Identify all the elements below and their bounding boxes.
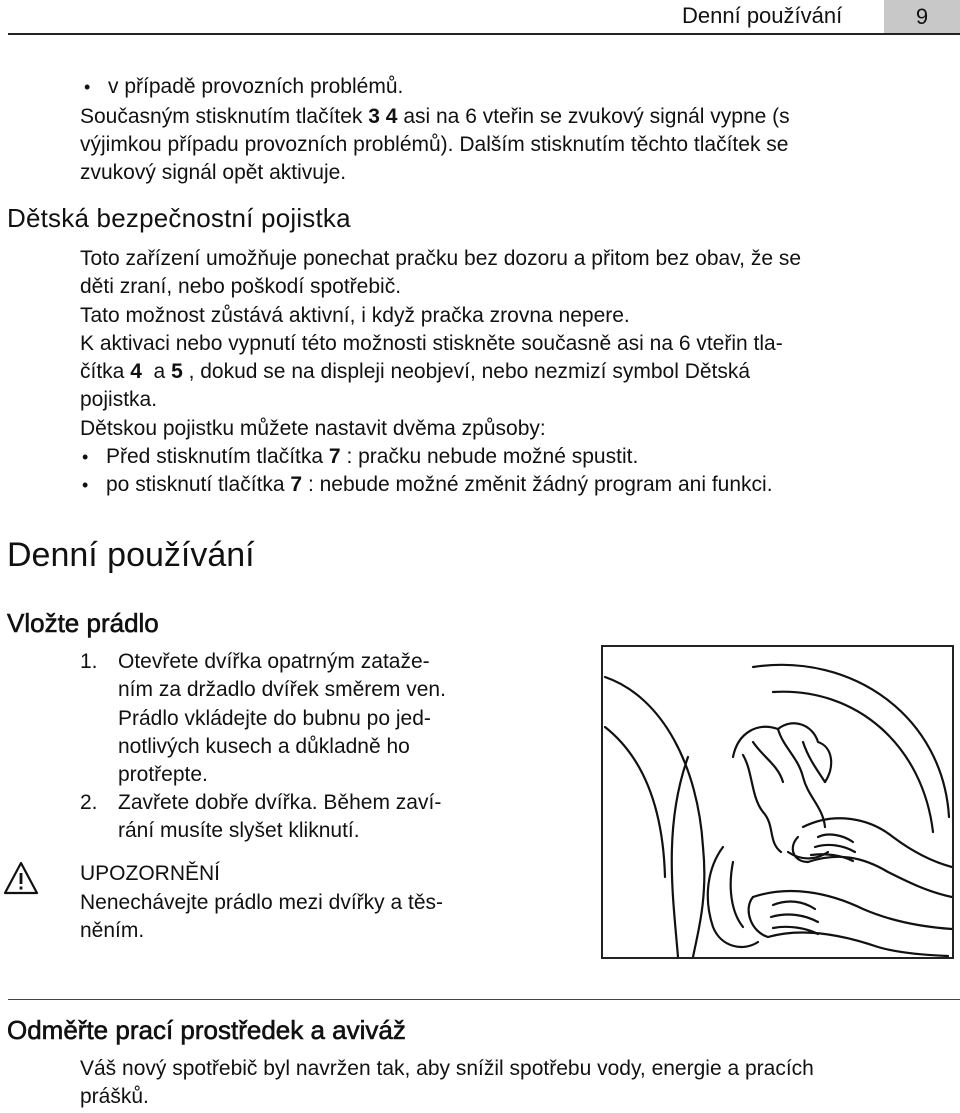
paragraph-line: čítka 4 a 5 , dokud se na displeji neobjeví, nebo nezmizí symbol Dětská [80,360,751,383]
section-divider [8,999,960,1000]
step-line: protřepte. [118,763,208,786]
subsection-heading-load: Vložte prádlo [7,608,159,638]
step-line: ním za držadlo dvířek směrem ven. [118,678,446,701]
paragraph-line: prášků. [80,1085,149,1108]
section-heading-child-lock: Dětská bezpečnostní pojistka [7,203,351,233]
bullet-text: po stisknutí tlačítka 7 : nebude možné změnit žádný program ani funkci. [106,473,773,496]
warning-line: Nenechávejte prádlo mezi dvířky a těs- [80,891,443,914]
header-divider [8,33,960,35]
bullet-dot: • [82,475,89,495]
paragraph-line: Toto zařízení umožňuje ponechat pračku bez dozoru a přitom bez obav, že se [80,247,802,270]
header-title: Denní používání [682,3,843,28]
paragraph-line: Dětskou pojistku můžete nastavit dvěma způsoby: [80,417,546,440]
paragraph-line: Váš nový spotřebič byl navržen tak, aby snížil spotřebu vody, energie a pracích [80,1057,814,1080]
section-heading-detergent: Odměřte prací prostředek a aviváž [7,1015,406,1045]
step-line: notlivých kusech a důkladně ho [118,735,410,758]
step-line: Otevřete dvířka opatrným zataže- [118,650,430,673]
laundry-loading-illustration [601,645,954,959]
paragraph-line: K aktivaci nebo vypnutí této možnosti stiskněte současně asi na 6 vteřin tla- [80,332,783,355]
paragraph-line: výjimkou případu provozních problémů). Dalším stisknutím těchto tlačítek se [80,133,789,156]
step-line: Prádlo vkládejte do bubnu po jed- [118,707,431,730]
bullet-text: Před stisknutím tlačítka 7 : pračku nebude možné spustit. [106,445,639,468]
warning-line: něním. [80,919,145,942]
bullet-text: v případě provozních problémů. [108,75,404,98]
step-number: 2. [80,791,98,814]
paragraph-line: pojistka. [80,388,158,411]
warning-title: UPOZORNĚNÍ [80,862,221,885]
paragraph-line: zvukový signál opět aktivuje. [80,161,347,184]
page-number: 9 [884,0,960,33]
paragraph-line: Současným stisknutím tlačítek 3 4 asi na 6 vteřin se zvukový signál vypne (s [80,105,790,128]
step-line: rání musíte slyšet kliknutí. [118,819,360,842]
bullet-dot: • [82,447,89,467]
step-line: Zavřete dobře dvířka. Během zaví- [118,791,442,814]
paragraph-line: Tato možnost zůstává aktivní, i když pračka zrovna nepere. [80,304,630,327]
paragraph-line: děti zraní, nebo poškodí spotřebič. [80,275,402,298]
step-number: 1. [80,650,98,673]
chapter-title: Denní používání [7,536,255,574]
bullet-dot: • [84,77,91,97]
warning-triangle-icon [3,860,39,896]
